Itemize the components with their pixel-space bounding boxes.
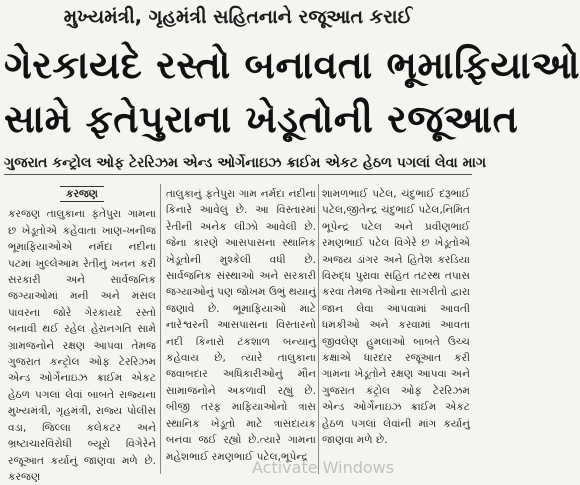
dateline-box [8,186,156,202]
column-divider [318,184,319,474]
article-column-2 [166,186,316,478]
article-column-3 [322,186,470,478]
dateline: કરજણ [60,186,104,202]
article-kicker: મુખ્યમંત્રી, ગૃહમંત્રી સહિતનાને રજૂઆત કરાઈ [63,6,413,28]
article-column-1 [8,186,156,483]
column-2-text: તાલુકાનું ફતેપુરા ગામ નર્મદા નદીના કિનારે આવેલું છે. આ વિસ્તારમાં રેતીની અનેક લીઝો આવેલી છે. જેના કારણે આસપાસના સ્થાનિક ખેડૂતોની મુશ્કેલી વધી છે. સાર્વજનિક સંસ્થાઓ અને સરકારી જગ્યાઓનું પણ જોખમ ઉભું થયાનું જણાવે છે. ભૂમાફિયાઓ માટે નારેશ્વરની આસપાસના વિસ્તારનો નદી કિનારો ટંકશાળ બન્યાનું કહેવાય છે, ત્યારે તાલુકાના જવાબદાર અધિકારીઓનું મૌન સામાજનોને અકળાવી રહ્યું છે. બીજી તરફ માફિયાઓનો ત્રાસ સ્થાનિક ખેડૂતો માટે ત્રાસદાયક બનવા જઈ રહ્યો છે.ત્યારે ગામના મહેશભાઈ રમણભાઈ પટેલ,ભૂપેન્દ્ર [166,188,316,463]
column-3-text: શામળભાઈ પટેલ, ચંદુભાઈ દરૂભાઈ પટેલ,જીતેન્દ્ર ચંદુભાઈ પટેલ,નિમિત ભૂપેન્દ્ર પટેલ અને પ્રવીણભાઈ રમણભાઈ પટેલ વિગેરે છ ખેડૂતોએ અજય ડાંગર અને હિતેશ કરડિયા વિરુદ્ધ પુરાવા સહિત તટસ્થ તપાસ કરવા તેમજ તેઓના સાગરીતો દ્વારા જાન લેવા આપવામાં આવતી ધમકીઓ અને કરવામાં આવતા જીવલેણ હુમલાઓ બાબતે ઉચ્ચ કક્ષાએ ધારદાર રજૂઆત કરી ગામના ખેડૂતોને રક્ષણ આપવા અને ગુજરાત કંટ્રોલ ઓફ ટેરરિઝમ એન્ડ ઓર્ગેનાઇઝ ક્રાઈમ એકટ હેઠળ પગલાં લેવાંની માંગ કર્યાનું જાણવા મળે છે. [322,188,470,447]
headline-line-2: સામે ફતેપુરાના ખેડૂતોની રજૂઆત [4,97,519,141]
headline-line-1: ગેરકાયદે રસ્તો બનાવતા ભૂમાફિયાઓ [4,43,580,87]
activation-watermark: Activate Windows [252,458,395,477]
column-1-text: કરજણ તાલુકાના ફતેપુરા ગામના છ ખેડૂતોએ કહેવાતા ખાણ-ખનીજ ભૂમાફિયાઓએ નર્મદા નદીના પટમાં ખુલ્લેઆમ રેતીનું ખનન કરી સરકારી અને સાર્વજનિક જગ્યાઓમાં મની અને મસલ પાવરના જોરે ગેરકાયદે રસ્તો બનાવી થઈ રહેલ હેરાનગતિ સામે ગ્રામજનોને રક્ષણ આપવા તેમજ ગુજરાત કન્ટ્રોલ ઓફ ટેરરિઝમ એન્ડ ઓર્ગેનાઇઝ ક્રાઈમ એકટ હેઠળ પગલાં લેવાં બાબતે રાજ્યના મુખ્યમંત્રી, ગૃહમંત્રી, રાજ્ય પોલીસ વડા, જિલ્લા કલેકટર અને ભ્રષ્ટાચારવિરોધી બ્યૂરો વિગેરેને રજૂઆત કર્યાનું જાણવા મળે છે. કરજણ [8,208,156,483]
column-divider [160,184,161,474]
strapline: ગુજરાત કન્ટ્રોલ ઓફ ટેરરિઝમ એન્ડ ઓર્ગેનાઇઝ ક્રાઈમ એકટ હેઠળ પગલાં લેવા માગ [4,152,472,175]
